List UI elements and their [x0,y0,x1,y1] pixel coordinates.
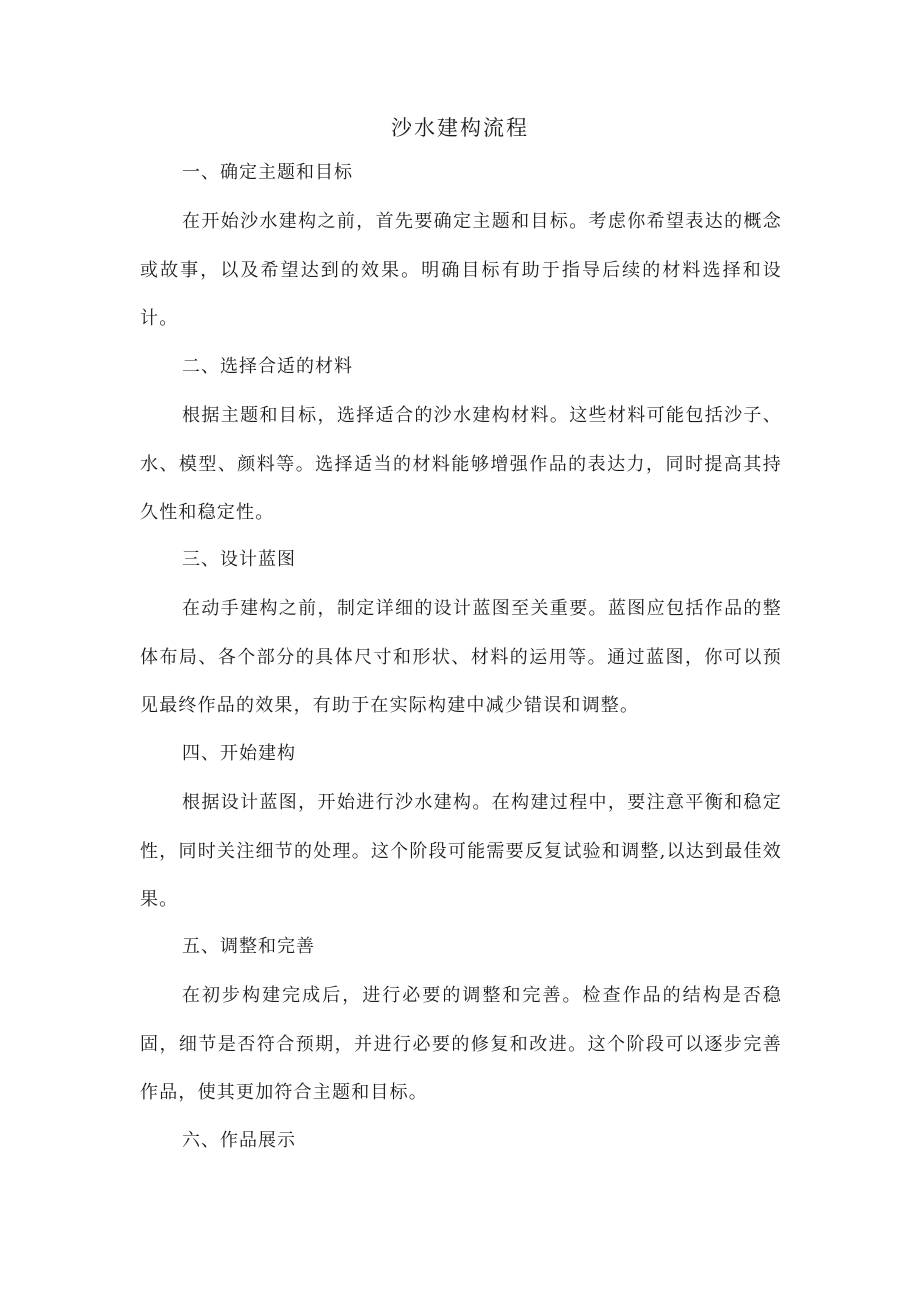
section-heading-3: 三、设计蓝图 [182,549,296,570]
section-body-5: 在初步构建完成后，进行必要的调整和完善。检查作品的结构是否稳固，细节是否符合预期，并进行必要的修复和改进。这个阶段可以逐步完善作品，使其更加符合主题和目标。 [140,985,782,1103]
section-body-2: 根据主题和目标，选择适合的沙水建构材料。这些材料可能包括沙子、水、模型、颜料等。选择适当的材料能够增强作品的表达力，同时提高其持久性和稳定性。 [140,405,782,523]
section-heading-2: 二、选择合适的材料 [182,356,353,377]
section-heading-6: 六、作品展示 [182,1130,296,1151]
document-title: 沙水建构流程 [391,116,529,140]
section-heading-1: 一、确定主题和目标 [182,162,353,183]
section-heading-5: 五、调整和完善 [182,936,315,957]
section-body-3: 在动手建构之前，制定详细的设计蓝图至关重要。蓝图应包括作品的整体布局、各个部分的具体尺寸和形状、材料的运用等。通过蓝图，你可以预见最终作品的效果，有助于在实际构建中减少错误和调整。 [140,598,782,716]
section-body-1: 在开始沙水建构之前，首先要确定主题和目标。考虑你希望表达的概念或故事，以及希望达到的效果。明确目标有助于指导后续的材料选择和设计。 [140,211,782,329]
section-body-4: 根据设计蓝图，开始进行沙水建构。在构建过程中，要注意平衡和稳定性，同时关注细节的处理。这个阶段可能需要反复试验和调整,以达到最佳效果。 [140,792,782,910]
section-heading-4: 四、开始建构 [182,743,296,764]
